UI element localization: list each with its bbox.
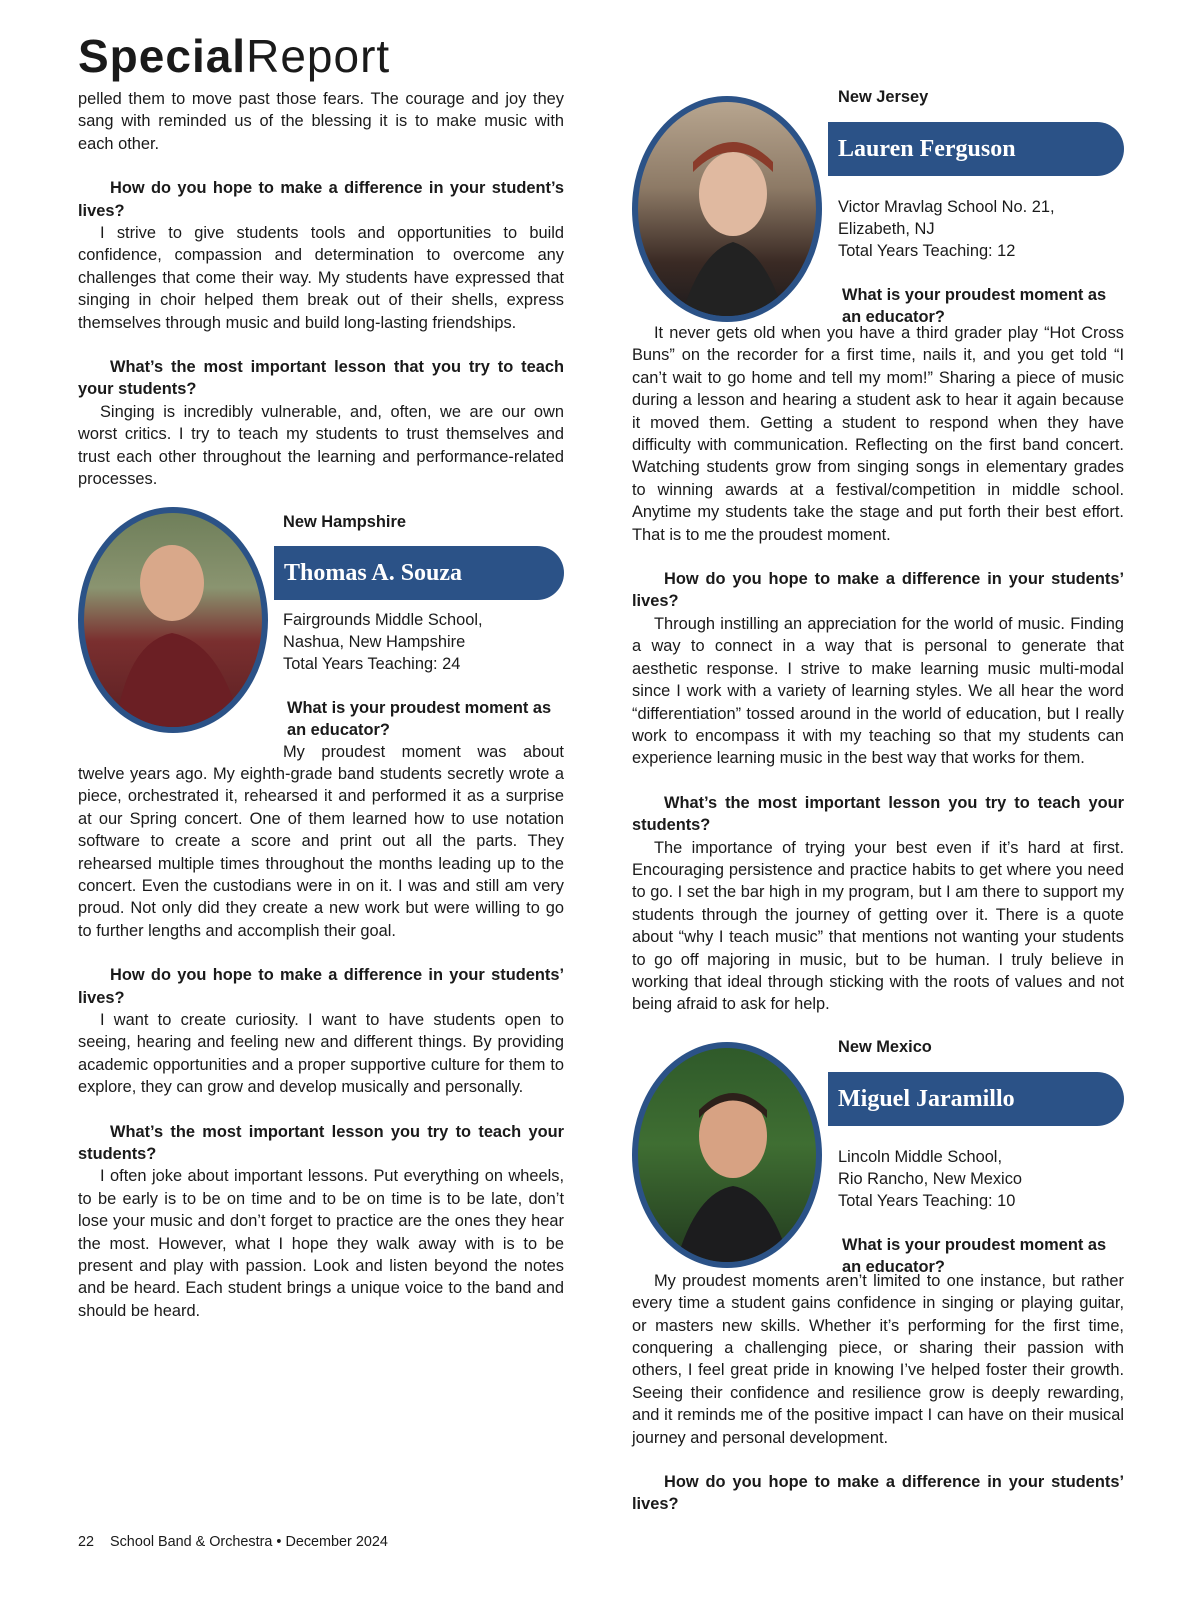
school-location: Nashua, New Hampshire	[283, 632, 466, 651]
man-portrait-icon	[638, 1048, 822, 1268]
answer-paragraph: The importance of trying your best even if it’s hard at first. Encouraging persistence and practice habits to get where you need to go. I set the bar high in my program, but I am there to support my students through the journey of getting over it. There is a quote about “why I teach music” that mentions not wanting your students to go off majoring in music, but to be human. I truly believe in working that ideal through sticking with the roots of values and not being afraid to ask for help.	[632, 838, 1124, 1014]
state-label: New Jersey	[838, 88, 929, 106]
proudest-question: What is your proudest moment as an educator?	[287, 698, 552, 739]
portrait-photo	[632, 1042, 822, 1268]
proudest-question: What is your proudest moment as an educator?	[842, 286, 1107, 326]
footer-separator: •	[276, 1534, 282, 1550]
question-heading: What’s the most important lesson you try to teach your students?	[632, 793, 1124, 835]
right-column	[632, 88, 1124, 1516]
teacher-name: Miguel Jaramillo	[838, 1085, 1015, 1112]
school-name: Fairgrounds Middle School,	[283, 610, 483, 629]
answer-paragraph: I often joke about important lessons. Put everything on wheels, to be early is to be on time and to be on time is to be late, don’t lose your music and don’t forget to practice are the ones they hear the most. However, what I hope they walk away with is to be present and play with passion. Look and listen beyond the notes and be heard. Each student brings a unique voice to the band and should be heard.	[78, 1167, 564, 1320]
state-label: New Mexico	[838, 1037, 932, 1056]
question-heading: What’s the most important lesson you try to teach your students?	[78, 1122, 564, 1163]
answer-paragraph: It never gets old when you have a third grader play “Hot Cross Buns” on the recorder for a first time, nails it, and you get told “I can’t wait to go home and tell my mom!” Sharing a piece of music during a lesson and hearing a student ask to hear it again because it moved them. Getting a student to respond when they have difficulty with communication. Reflecting on the first band concert. Watching students grow from singing songs in elementary grades to winning awards at a festival/competition in middle school. Anytime my students take the stage and put forth their best effort. That is to me the proudest moment.	[632, 324, 1124, 544]
name-banner	[828, 122, 1124, 176]
state-label: New Hampshire	[283, 512, 406, 531]
page-header	[78, 30, 390, 82]
proudest-question: What is your proudest moment as an educator?	[842, 1235, 1107, 1276]
intro-paragraph: pelled them to move past those fears. The courage and joy they sang with reminded us of the blessing it is to make music with each other.	[78, 90, 564, 153]
profile-lauren-ferguson	[632, 88, 1124, 326]
portrait-photo	[632, 96, 822, 322]
answer-paragraph: I want to create curiosity. I want to have students open to seeing, hearing and feeling new and different things. By providing academic opportunities and a proper supportive culture for them to explore, they can grow and develop musically and personally.	[78, 1010, 564, 1097]
teacher-name: Thomas A. Souza	[284, 559, 463, 586]
teacher-info	[283, 609, 563, 741]
issue-date: December 2024	[285, 1534, 388, 1550]
answer-paragraph: My proudest moment was about twelve years ago. My eighth-grade band students secretly wrote a piece, orchestrated it, rehearsed it and performed it as a surprise at our Spring concert. One of them learned how to use notation software to create a score and print out all the parts. They rehearsed multiple times throughout the months leading up to the concert. Even the custodians were in on it. I was and still am very proud. Not only did they create a new work but were willing to go to further lengths and accomplish their goal.	[78, 742, 564, 940]
profile-thomas-souza	[78, 503, 564, 753]
question-heading: How do you hope to make a difference in your students’ lives?	[78, 966, 564, 1007]
profile-miguel-jaramillo	[632, 1037, 1124, 1276]
question-heading: How do you hope to make a difference in your students’ lives?	[632, 1473, 1124, 1514]
teacher-info	[838, 1146, 1124, 1278]
left-column	[78, 88, 564, 1322]
page-number: 22	[78, 1534, 95, 1550]
header-report: Report	[246, 30, 391, 82]
years-teaching: Total Years Teaching: 10	[838, 1191, 1016, 1210]
answer-paragraph: Through instilling an appreciation for the world of music. Finding a way to connect in a way that is personal to generate that aesthetic response. I strive to make learning music multi-modal since I work with a variety of learning styles. We all hear the word “differentiation” tossed around in the world of education, but I really work to encompass it with my teaching so that my students can experience learning music in the best way that works for them.	[632, 614, 1124, 768]
school-location: Rio Rancho, New Mexico	[838, 1169, 1023, 1188]
page-footer	[78, 1534, 388, 1550]
header-special: Special	[78, 30, 247, 82]
years-teaching: Total Years Teaching: 24	[283, 654, 461, 673]
portrait-photo	[78, 507, 268, 733]
answer-paragraph: Singing is incredibly vulnerable, and, often, we are our own worst critics. I try to teach my students to trust themselves and trust each other throughout the learning and performance-related processes.	[78, 402, 564, 489]
question-heading: What’s the most important lesson that you try to teach your students?	[78, 358, 564, 399]
woman-portrait-icon	[638, 102, 822, 322]
question-heading: How do you hope to make a difference in your students’ lives?	[632, 570, 1124, 611]
teacher-name: Lauren Ferguson	[838, 136, 1016, 162]
man-portrait-icon	[84, 513, 268, 733]
publication-name: School Band & Orchestra	[110, 1534, 273, 1550]
question-heading: How do you hope to make a difference in your student’s lives?	[78, 179, 564, 220]
name-banner	[828, 1072, 1124, 1126]
school-name: Lincoln Middle School,	[838, 1147, 1003, 1166]
teacher-info	[838, 196, 1124, 328]
name-banner	[274, 546, 564, 600]
answer-paragraph: My proudest moments aren’t limited to one instance, but rather every time a student gains confidence in singing or playing guitar, or masters new skills. Whether it’s performing for the first time, conquering a challenging piece, or sharing their passion with others, I feel great pride in knowing I’ve helped foster their growth. Seeing their confidence and resilience grow is deeply rewarding, and it reminds me of the positive impact I can have on their musical journey and personal development.	[632, 1271, 1124, 1447]
school-name: Victor Mravlag School No. 21, Elizabeth, NJ	[838, 198, 1055, 238]
years-teaching: Total Years Teaching: 12	[838, 242, 1016, 260]
answer-paragraph: I strive to give students tools and opportunities to build confidence, compassion and determination to overcome any challenges that come their way. My students have expressed that singing in choir helped them break out of their shells, express themselves through music and build long-lasting friendships.	[78, 224, 564, 332]
